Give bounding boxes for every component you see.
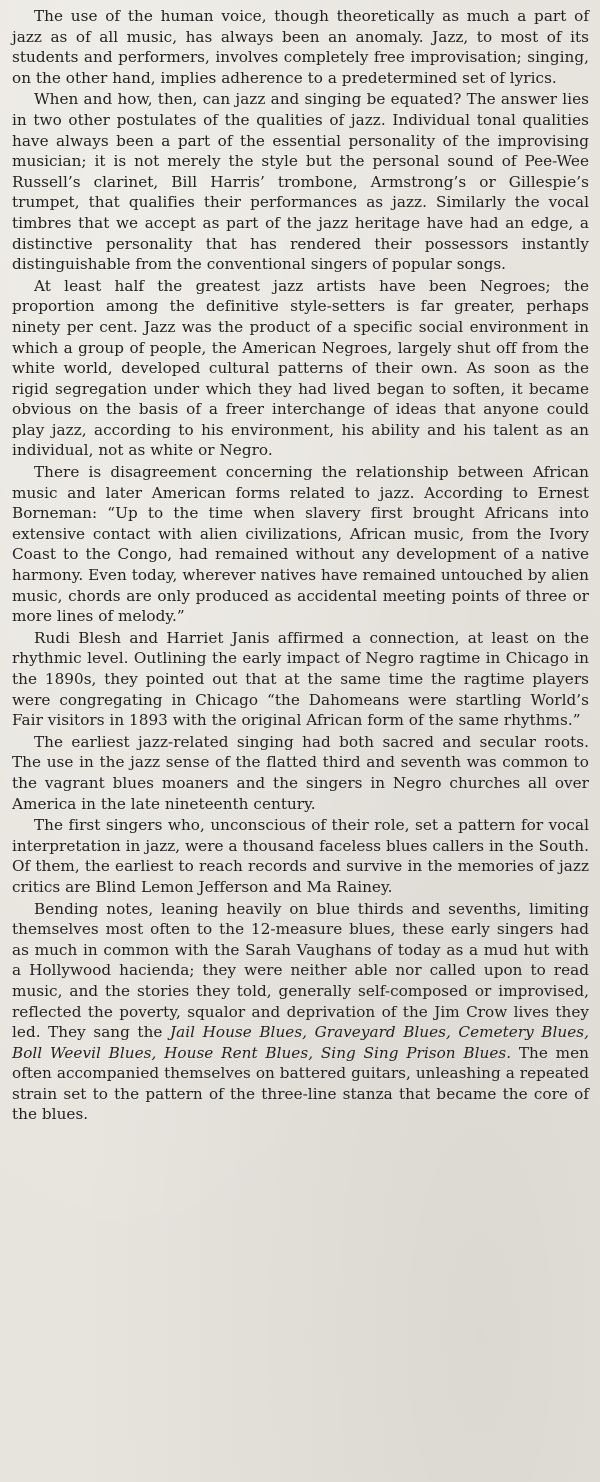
paragraph-negro-artists	[12, 276, 589, 461]
article-body	[12, 6, 589, 1125]
paragraph-text: When and how, then, can jazz and singing be equated? The answer lies in two other postulates of the qualities of jazz. Individual tonal qualities have always been a part of the essential personality of the improvising musician; it is not merely the style but the personal sound of Pee-Wee Russell’s clarinet, Bill Harris’ trombone, Armstrong’s or Gillespie’s trumpet, that qualifies their performances as jazz. Similarly the vocal timbres that we accept as part of the jazz heritage have had an edge, a distinctive personality that has rendered their possessors instantly distinguishable from the conventional singers of popular songs.	[12, 90, 589, 274]
paragraph-bending-notes	[12, 899, 589, 1126]
paragraph-text: Bending notes, leaning heavily on blue thirds and sevenths, limiting themselves most often to the 12-measure blues, these early singers had as much in common with the Sarah Vaughans of today as a mud hut with a Hollywood hacienda; they were neither able nor called upon to read music, and the stories they told, generally self-composed or improvised, reflected the poverty, squalor and deprivation of the Jim Crow lives they led. They sang the	[12, 899, 589, 1042]
paragraph-ragtime-chicago	[12, 628, 589, 731]
paragraph-text: Rudi Blesh and Harriet Janis affirmed a connection, at least on the rhythmic level. Outlining the early impact of Negro ragtime in Chicago in the 1890s, they pointed out that at the same time the ragtime players were congregating in Chicago “the Dahomeans were startling World’s Fair visitors in 1893 with the original African form of the same rhythms.”	[12, 628, 589, 730]
paragraph-text: The use of the human voice, though theoretically as much a part of jazz as of all music, has always been an anomaly. Jazz, to most of its students and performers, involves completely free improvisation; singing, on the other hand, implies adherence to a predetermined set of lyrics.	[12, 7, 589, 87]
paragraph-text: The first singers who, unconscious of their role, set a pattern for vocal interpretation in jazz, were a thousand faceless blues callers in the South. Of them, the earliest to reach records and survive in the memories of jazz critics are Blind Lemon Jefferson and Ma Rainey.	[12, 816, 589, 896]
paragraph-text: At least half the greatest jazz artists have been Negroes; the proportion among the definitive style-setters is far greater, perhaps ninety per cent. Jazz was the product of a specific social environment in which a group of people, the American Negroes, largely shut off from the white world, developed cultural patterns of their own. As soon as the rigid segregation under which they had lived began to soften, it became obvious on the basis of a freer interchange of ideas that anyone could play jazz, according to his environment, his ability and his talent as an individual, not as white or Negro.	[12, 276, 589, 460]
paragraph-first-singers	[12, 815, 589, 897]
paragraph-sacred-secular-roots	[12, 732, 589, 814]
paragraph-jazz-and-singing	[12, 89, 589, 274]
paragraph-italic-song-titles: Jail House Blues, Graveyard Blues, Cemetery Blues, Boll Weevil Blues, House Rent Blues, Sing Sing Prison Blues.	[12, 1023, 590, 1062]
paragraph-african-music	[12, 462, 589, 627]
paragraph-voice-anomaly	[12, 6, 589, 88]
paragraph-text: The men often accompanied themselves on battered guitars, unleashing a repeated strain set to the pattern of the three-line stanza that became the core of the blues.	[12, 1043, 589, 1124]
paragraph-text: There is disagreement concerning the relationship between African music and later American forms related to jazz. According to Ernest Borneman: “Up to the time when slavery first brought Africans into extensive contact with alien civilizations, African music, from the Ivory Coast to the Congo, had remained without any development of a native harmony. Even today, wherever natives have remained untouched by alien music, chords are only produced as accidental meeting points of three or more lines of melody.”	[12, 463, 589, 626]
paragraph-text: The earliest jazz-related singing had both sacred and secular roots. The use in the jazz sense of the flatted third and seventh was common to the vagrant blues moaners and the singers in Negro churches all over America in the late nineteenth century.	[12, 732, 589, 813]
